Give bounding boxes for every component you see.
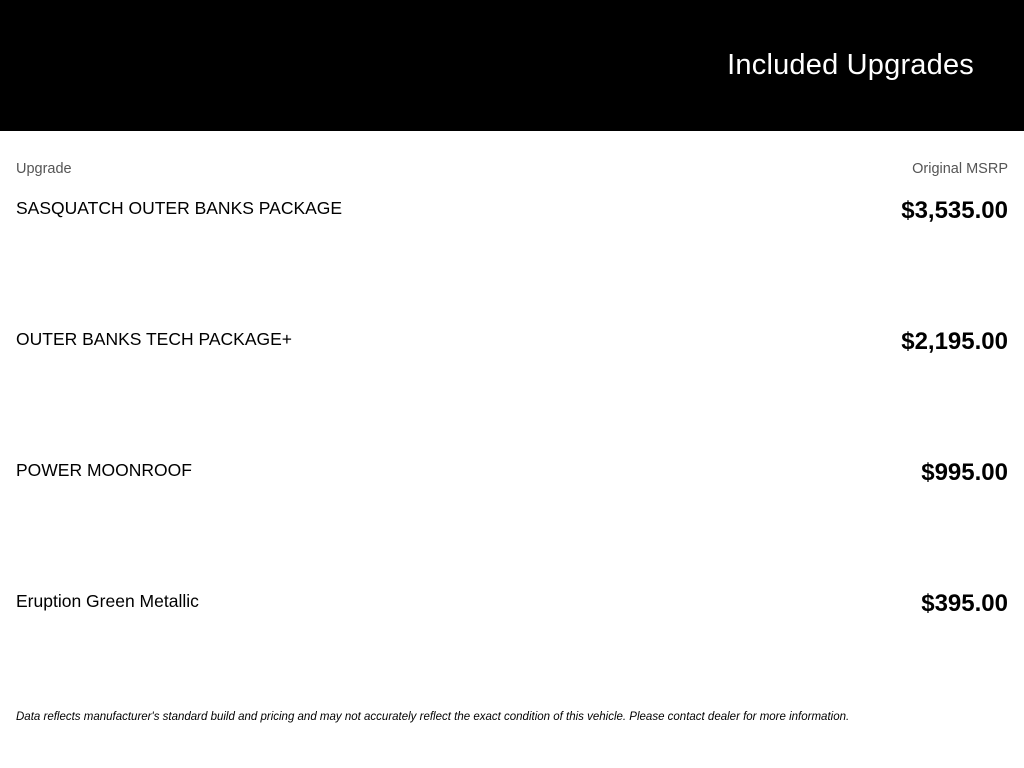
upgrades-content [0, 131, 1024, 701]
upgrade-name: Eruption Green Metallic [16, 591, 199, 611]
disclaimer-text: Data reflects manufacturer's standard build and pricing and may not accurately reflect the exact condition of this vehicle. Please contact dealer for more information. [16, 711, 850, 723]
upgrade-price: $2,195.00 [901, 328, 1008, 355]
upgrades-list [16, 177, 1008, 701]
table-row [16, 570, 1008, 701]
upgrade-name: POWER MOONROOF [16, 460, 192, 480]
upgrade-name: SASQUATCH OUTER BANKS PACKAGE [16, 198, 343, 218]
upgrade-price: $3,535.00 [901, 197, 1008, 224]
table-header-row [16, 131, 1008, 177]
upgrade-price: $995.00 [921, 459, 1008, 486]
table-row [16, 439, 1008, 570]
table-row [16, 177, 1008, 308]
page-title: Included Upgrades [727, 49, 974, 82]
page-header [0, 0, 1024, 131]
column-header-upgrade: Upgrade [16, 161, 72, 177]
upgrade-price: $395.00 [921, 590, 1008, 617]
column-header-msrp: Original MSRP [912, 161, 1008, 177]
upgrade-name: OUTER BANKS TECH PACKAGE+ [16, 329, 293, 349]
table-row [16, 308, 1008, 439]
